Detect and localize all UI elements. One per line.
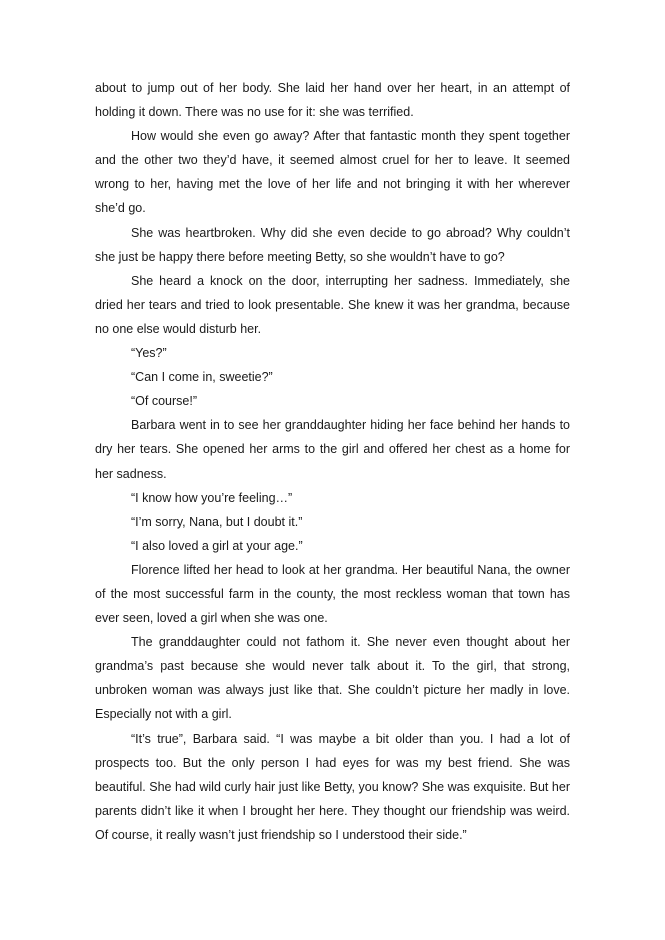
paragraph: The granddaughter could not fathom it. She never even thought about her grandma’s past because she would never talk about it. To the girl, that strong, unbroken woman was always just like that. She couldn’t picture her madly in love. Especially not with a girl.: [95, 635, 570, 722]
dialogue-line: “I know how you’re feeling…”: [131, 490, 293, 505]
dialogue-line: “I also loved a girl at your age.”: [131, 538, 303, 553]
page-body: [95, 76, 570, 847]
paragraph: How would she even go away? After that fantastic month they spent together and the other two they’d have, it seemed almost cruel for her to leave. It seemed wrong to her, having met the love of her life and not bringing it with her wherever she’d go.: [95, 129, 570, 216]
dialogue-line: “Of course!”: [131, 394, 197, 409]
dialogue-line: “I’m sorry, Nana, but I doubt it.”: [131, 514, 303, 529]
paragraph: about to jump out of her body. She laid her hand over her heart, in an attempt of holding it down. There was no use for it: she was terrified.: [95, 81, 570, 120]
paragraph: Barbara went in to see her granddaughter hiding her face behind her hands to dry her tears. She opened her arms to the girl and offered her chest as a home for her sadness.: [95, 418, 570, 481]
dialogue-line: “Yes?”: [131, 346, 167, 361]
paragraph: She was heartbroken. Why did she even decide to go abroad? Why couldn’t she just be happy there before meeting Betty, so she wouldn’t have to go?: [95, 225, 570, 264]
dialogue-line: “Can I come in, sweetie?”: [131, 370, 273, 385]
paragraph: “It’s true”, Barbara said. “I was maybe a bit older than you. I had a lot of prospects too. But the only person I had eyes for was my best friend. She was beautiful. She had wild curly hair just like Betty, you know? She was exquisite. But her parents didn’t like it when I brought her here. They thought our friendship was weird. Of course, it really wasn’t just friendship so I understood their side.”: [95, 731, 570, 842]
paragraph: She heard a knock on the door, interrupting her sadness. Immediately, she dried her tears and tried to look presentable. She knew it was her grandma, because no one else would disturb her.: [95, 273, 570, 336]
paragraph: Florence lifted her head to look at her grandma. Her beautiful Nana, the owner of the most successful farm in the county, the most reckless woman that town has ever seen, loved a girl when she was one.: [95, 562, 570, 626]
